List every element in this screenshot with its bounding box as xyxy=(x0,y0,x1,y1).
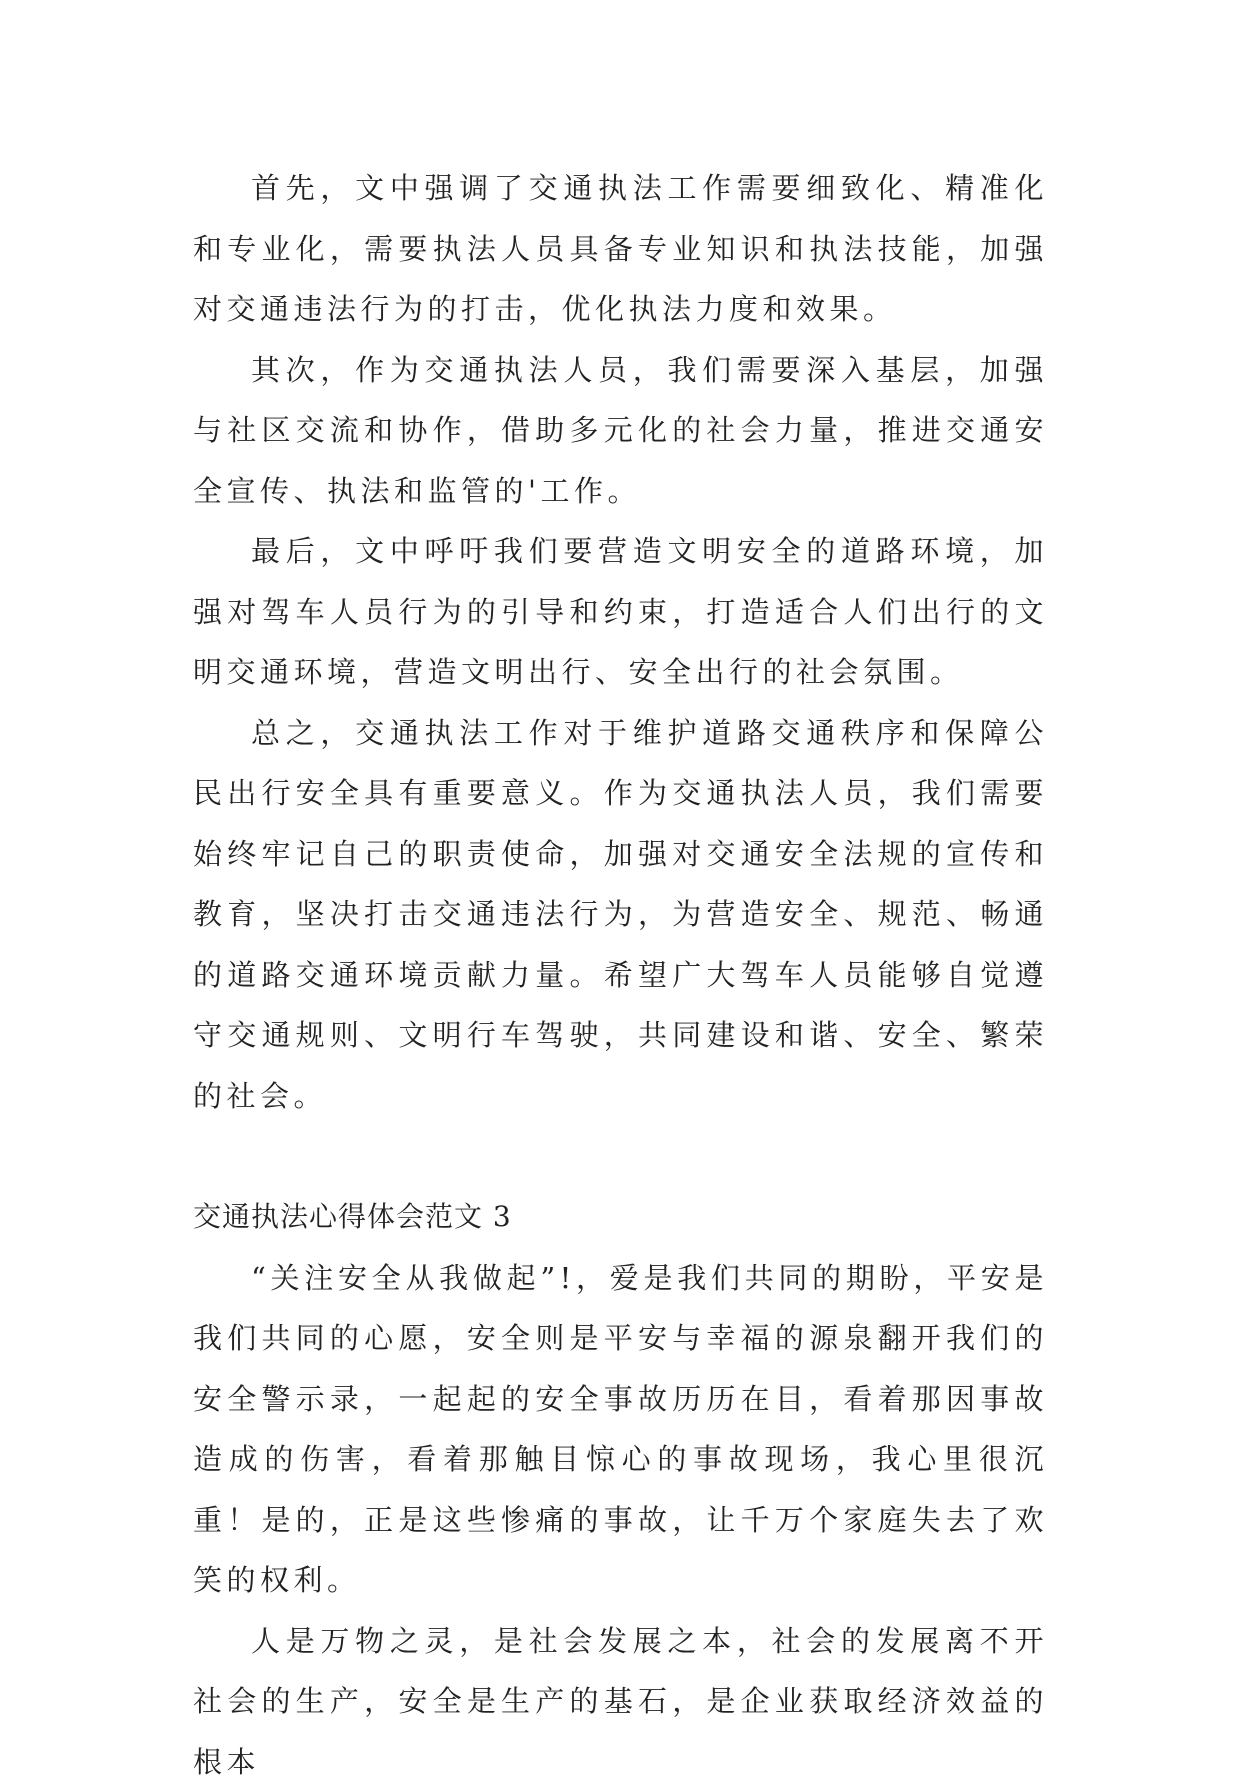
paragraph: 最后，文中呼吁我们要营造文明安全的道路环境，加强对驾车人员行为的引导和约束，打造适合人们出行的文明交通环境，营造文明出行、安全出行的社会氛围。 xyxy=(193,521,1048,703)
section-heading: 交通执法心得体会范文 3 xyxy=(193,1187,1048,1248)
document-page xyxy=(193,158,1048,1792)
paragraph: 总之，交通执法工作对于维护道路交通秩序和保障公民出行安全具有重要意义。作为交通执法人员，我们需要始终牢记自己的职责使命，加强对交通安全法规的宣传和教育，坚决打击交通违法行为，为营造安全、规范、畅通的道路交通环境贡献力量。希望广大驾车人员能够自觉遵守交通规则、文明行车驾驶，共同建设和谐、安全、繁荣的社会。 xyxy=(193,703,1048,1127)
paragraph: 其次，作为交通执法人员，我们需要深入基层，加强与社区交流和协作，借助多元化的社会力量，推进交通安全宣传、执法和监管的'工作。 xyxy=(193,340,1048,522)
paragraph: “关注安全从我做起”!，爱是我们共同的期盼，平安是我们共同的心愿，安全则是平安与幸福的源泉翻开我们的安全警示录，一起起的安全事故历历在目，看着那因事故造成的伤害，看着那触目惊心的事故现场，我心里很沉重！是的，正是这些惨痛的事故，让千万个家庭失去了欢笑的权利。 xyxy=(193,1248,1048,1611)
paragraph: 首先，文中强调了交通执法工作需要细致化、精准化和专业化，需要执法人员具备专业知识和执法技能，加强对交通违法行为的打击，优化执法力度和效果。 xyxy=(193,158,1048,340)
paragraph: 人是万物之灵，是社会发展之本，社会的发展离不开社会的生产，安全是生产的基石，是企业获取经济效益的根本 xyxy=(193,1611,1048,1792)
